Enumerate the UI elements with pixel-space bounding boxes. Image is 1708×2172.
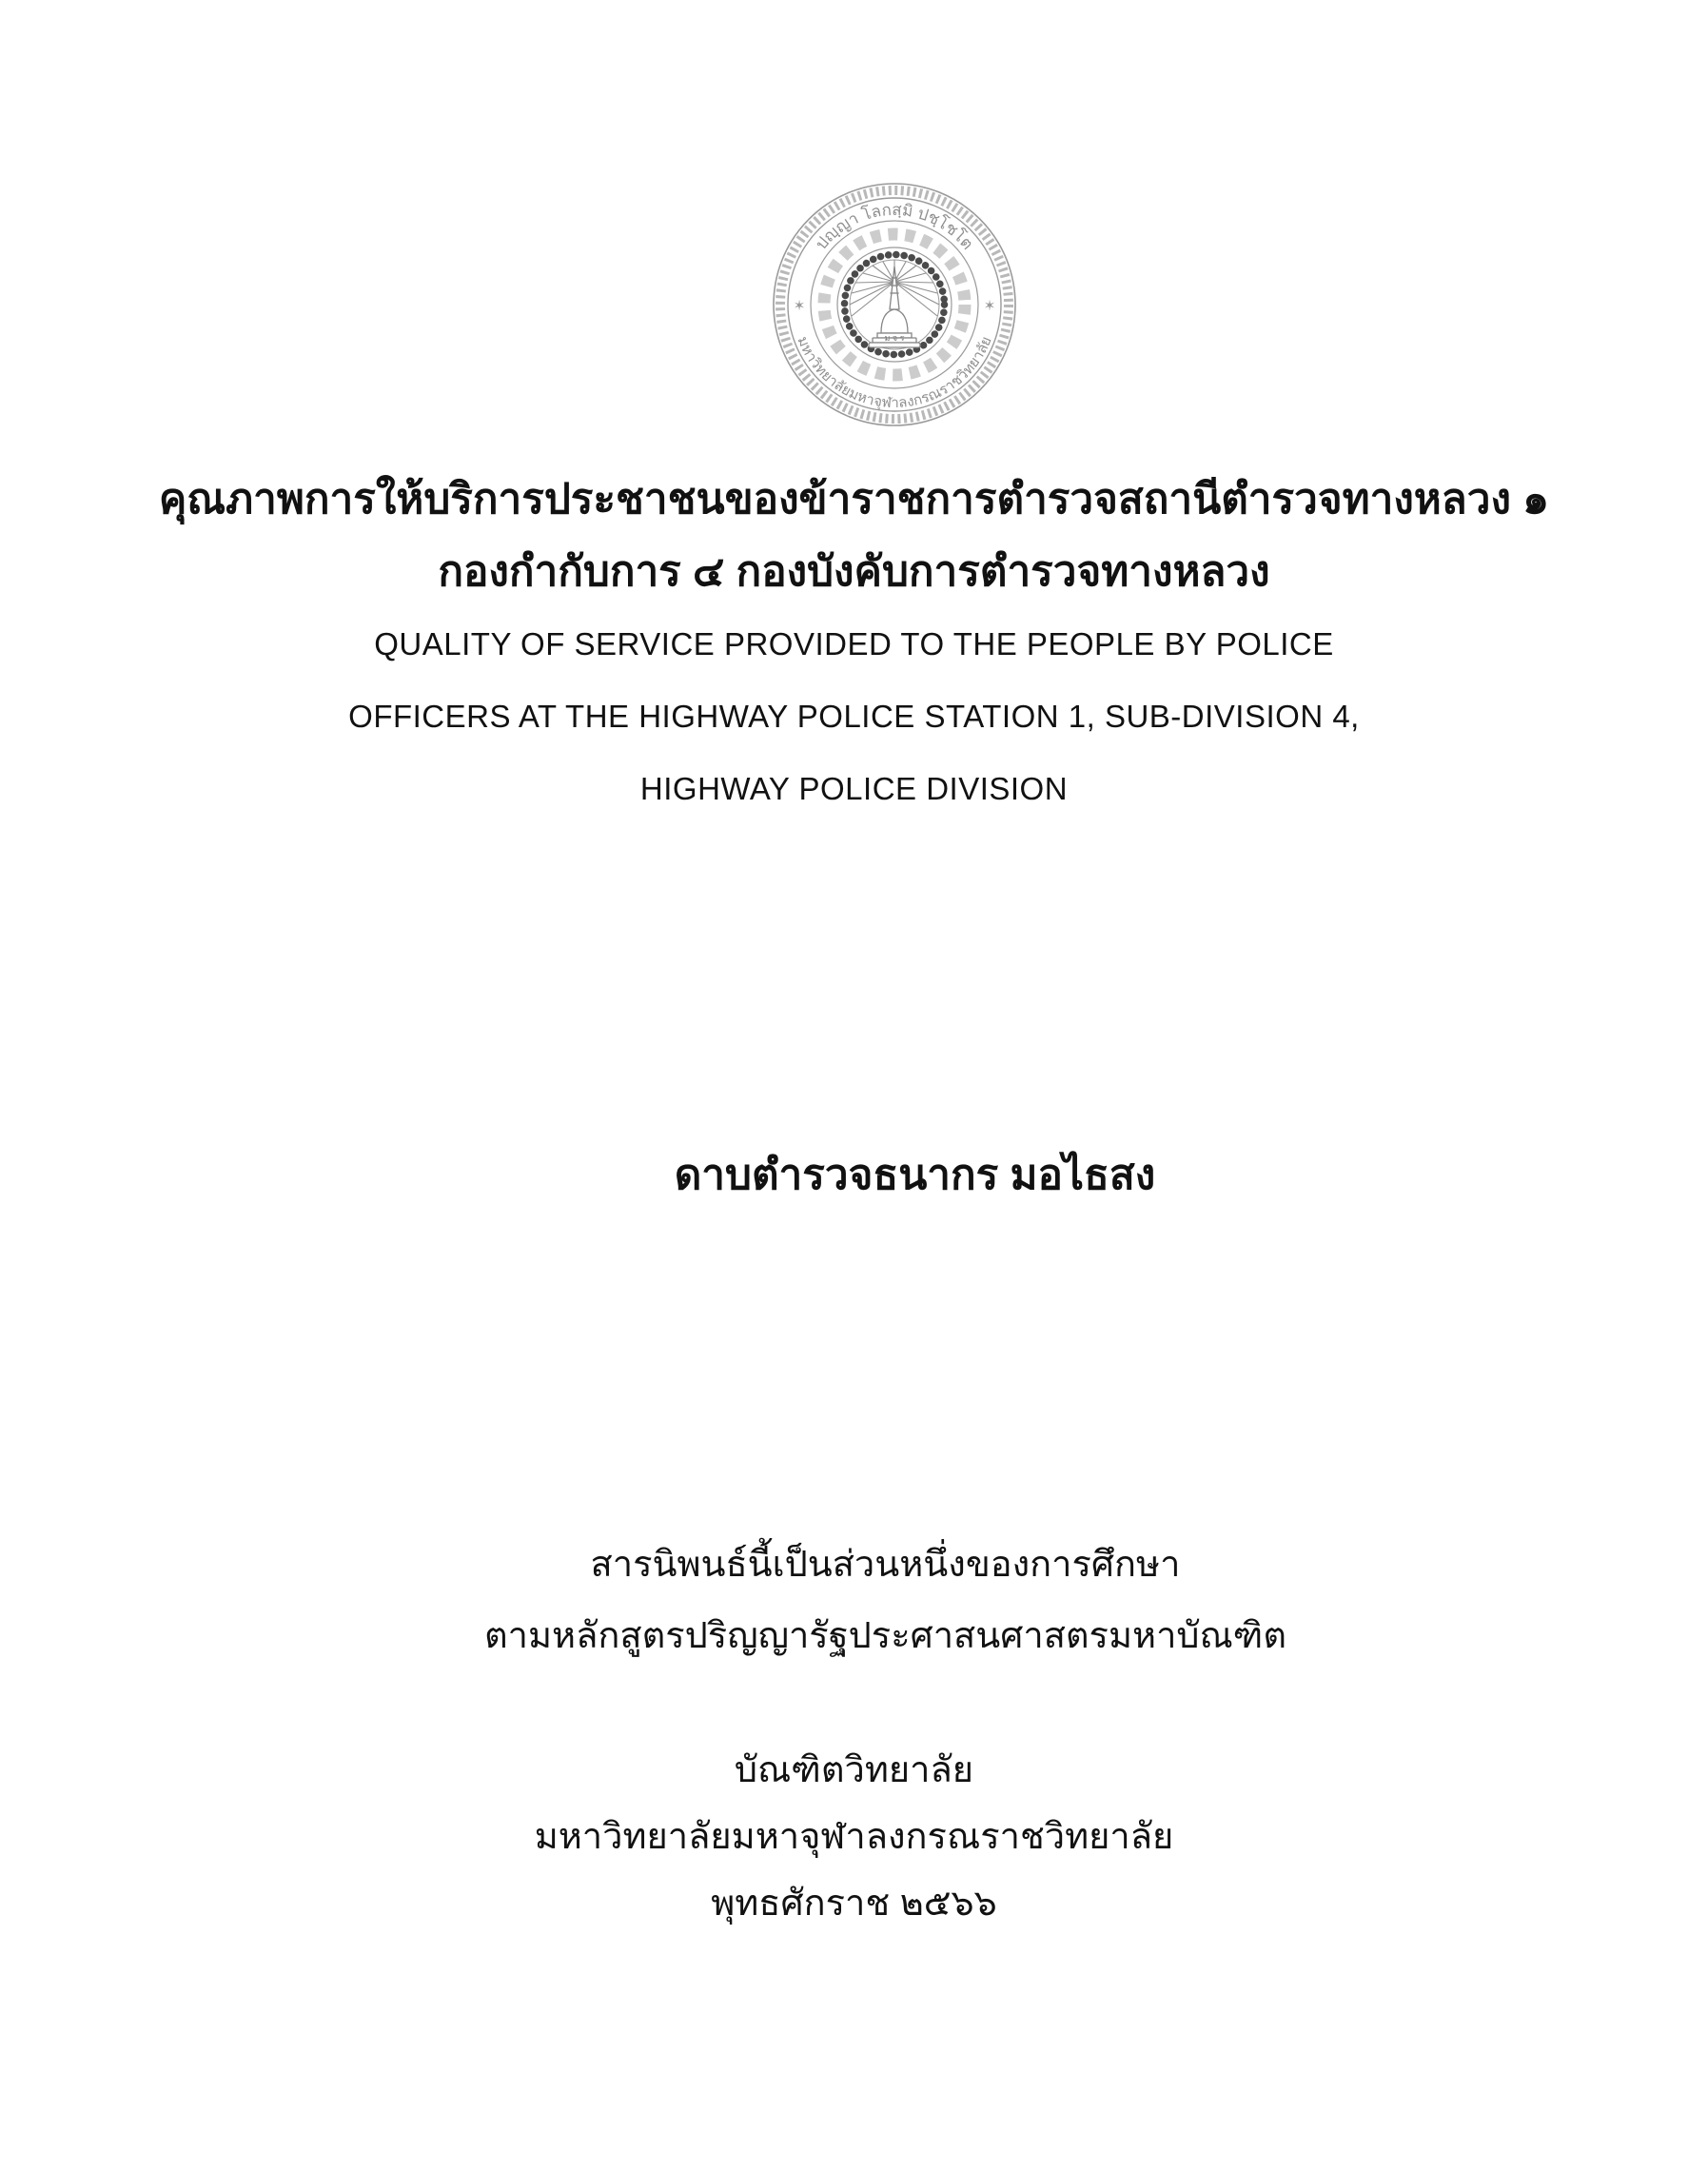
english-title-line-3: HIGHWAY POLICE DIVISION <box>639 771 1069 806</box>
english-title-line-2: OFFICERS AT THE HIGHWAY POLICE STATION 1, SUB-DIVISION 4, <box>348 699 1360 734</box>
thai-title-line-1: คุณภาพการให้บริการประชาชนของข้าราชการตำรวจสถานีตำรวจทางหลวง ๑ <box>158 476 1550 523</box>
english-title-line-1: QUALITY OF SERVICE PROVIDED TO THE PEOPLE BY POLICE <box>374 626 1334 661</box>
seal-motto-text <box>812 201 976 253</box>
title-block <box>0 464 1708 825</box>
university-seal-graphic <box>773 183 1016 426</box>
buddhist-era-year: พุทธศักราช ๒๕๖๖ <box>711 1884 997 1924</box>
statement-line-1: สารนิพนธ์นี้เป็นส่วนหนึ่งของการศึกษา <box>590 1545 1181 1585</box>
statement-block <box>31 1530 1708 1672</box>
seal-star-right-icon: ✶ <box>983 298 996 314</box>
thai-title-line-2: กองกำกับการ ๔ กองบังคับการตำรวจทางหลวง <box>438 548 1270 595</box>
seal-motto-arc: ปญฺญา โลกสฺมิ ปชฺโชโต <box>812 200 977 253</box>
seal-star-left-icon: ✶ <box>793 298 806 314</box>
seal-university-name-arc: มหาวิทยาลัยมหาจุฬาลงกรณราชวิทยาลัย <box>794 334 995 412</box>
institution-block <box>0 1737 1708 1937</box>
seal-center-letters: ม จ ร <box>884 333 905 343</box>
university-seal <box>773 183 1016 426</box>
author-block <box>61 1139 1708 1212</box>
graduate-school-name: บัณฑิตวิทยาลัย <box>734 1750 974 1790</box>
author-name: ดาบตำรวจธนากร มอไธสง <box>674 1152 1156 1198</box>
statement-line-2: ตามหลักสูตรปริญญารัฐประศาสนศาสตรมหาบัณฑิต <box>483 1616 1287 1656</box>
university-name: มหาวิทยาลัยมหาจุฬาลงกรณราชวิทยาลัย <box>534 1817 1174 1857</box>
